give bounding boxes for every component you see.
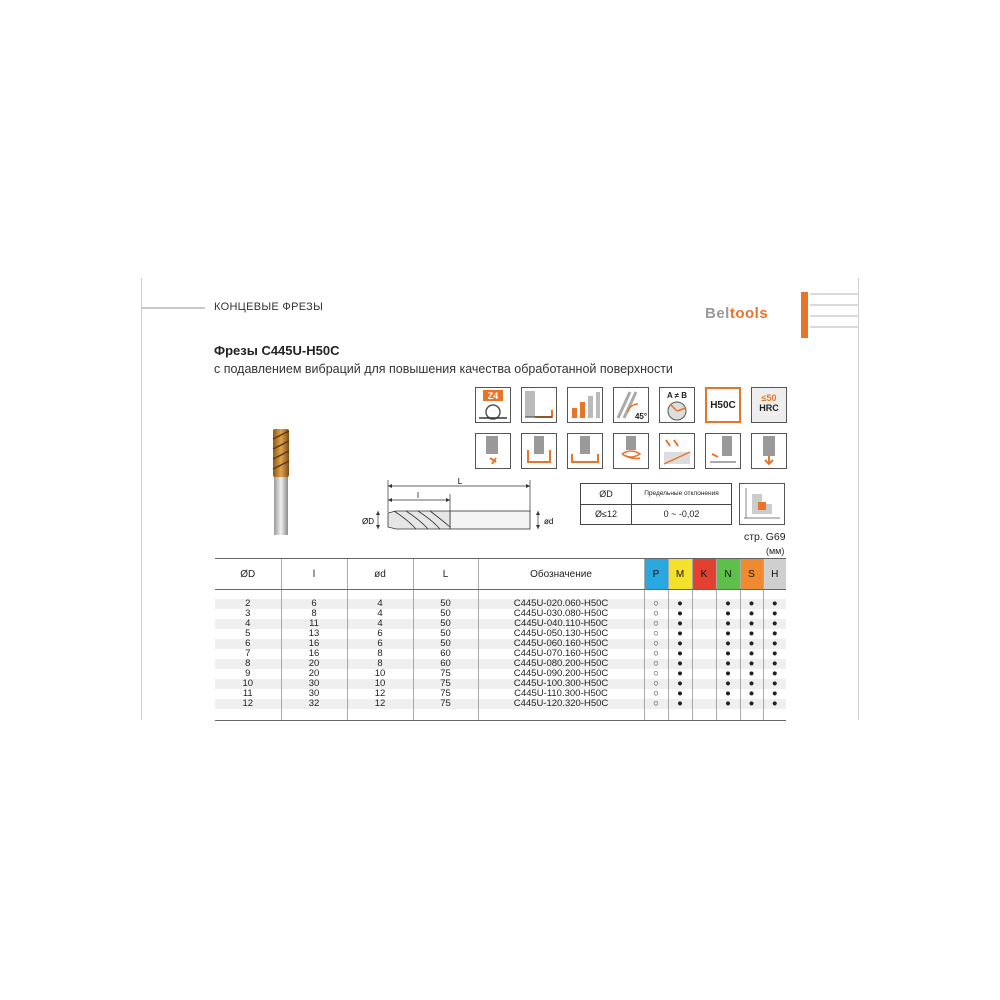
cell-total-length: 50 [413,639,478,649]
cell-l: 16 [281,639,347,649]
cell-material-m: ● [668,659,692,669]
cell-material-n: ● [716,619,740,629]
brand-stripe [810,326,858,328]
cell-material-n: ● [716,679,740,689]
table-row [215,619,786,629]
cell-l: 30 [281,689,347,699]
cell-material-p: ○ [644,619,668,629]
cell-material-s: ● [740,629,763,639]
cell-material-s: ● [740,669,763,679]
cell-material-h: ● [763,659,786,669]
cell-d: 7 [245,648,251,659]
cell-material-s: ● [740,659,763,669]
cell-shank-d: 8 [347,659,413,669]
cell-shank-d: 6 [347,629,413,639]
corner-geometry-icon [521,387,557,423]
cell-shank-d: 6 [347,639,413,649]
cell-material-p: ○ [644,679,668,689]
brand-logo [705,305,768,322]
brand-logo-part-a: Bel [705,305,730,322]
cell-material-m: ● [668,679,692,689]
cell-material-p: ○ [644,599,668,609]
coating-h50c-icon: H50C [705,387,741,423]
cell-shank-d: 4 [347,599,413,609]
col-header-d: ØD [215,559,281,590]
cell-shank-d: 10 [347,679,413,689]
helix-45-icon [613,387,649,423]
cell-d: 3 [245,608,251,619]
cell-shank-d: 8 [347,649,413,659]
cell-material-p: ○ [644,609,668,619]
dim-d-cutting: ØD [362,517,374,526]
pocket-milling-icon [567,433,603,469]
dim-l-flute: l [417,491,419,500]
cell-d: 5 [245,628,251,639]
brand-stripe [810,304,858,306]
table-row [215,629,786,639]
variable-pitch-icon [659,387,695,423]
helical-milling-icon [613,433,649,469]
cell-designation: C445U-030.080-H50C [478,609,644,619]
cell-l: 11 [281,619,347,629]
cell-total-length: 50 [413,619,478,629]
plunge-milling-icon [751,433,787,469]
cell-material-s: ● [740,619,763,629]
cell-d: 2 [215,599,281,609]
cell-shank-d: 10 [347,669,413,679]
cell-material-n: ● [716,699,740,709]
cell-material-p: ○ [644,659,668,669]
page-frame-left [141,278,142,720]
brand-accent-bar [801,292,808,338]
cell-d: 10 [215,679,281,689]
cell-material-s: ● [740,679,763,689]
cell-material-m: ● [668,629,692,639]
cell-material-p: ○ [644,639,668,649]
cell-material-k [692,669,716,679]
material-n-header: N [716,559,740,590]
cell-material-s: ● [740,639,763,649]
cell-material-n: ● [716,669,740,679]
material-p-header: P [644,559,668,590]
page-reference: стр. G69 [744,531,786,543]
page-frame-right [858,278,859,720]
cell-total-length: 50 [413,599,478,609]
cell-material-h: ● [763,649,786,659]
col-header-designation: Обозначение [478,559,644,590]
cell-material-p: ○ [644,629,668,639]
cell-material-m: ● [668,699,692,709]
cell-material-p: ○ [644,699,668,709]
cell-material-k [692,629,716,639]
product-subtitle: с подавлением вибраций для повышения качества обработанной поверхности [214,362,673,376]
cell-material-h: ● [763,679,786,689]
dim-d-shank: ød [544,517,554,526]
material-h-header: H [763,559,786,590]
cell-material-h: ● [763,689,786,699]
cell-material-h: ● [763,599,786,609]
product-table [215,558,786,721]
hrc-value: ≤50 [761,393,777,403]
unit-label: (мм) [766,546,785,556]
spacer-cell [740,709,763,721]
four-flute-z4-icon [475,387,511,423]
spacer-cell [692,709,716,721]
cell-material-p: ○ [644,649,668,659]
col-header-l: l [281,559,347,590]
cell-material-k [692,619,716,629]
cell-designation: C445U-040.110-H50C [478,619,644,629]
cell-shank-d: 4 [347,619,413,629]
cell-material-s: ● [740,609,763,619]
cell-l: 16 [281,649,347,659]
brand-stripe [810,293,858,295]
cell-total-length: 60 [413,649,478,659]
spacer-cell [215,709,281,721]
spacer-cell [281,709,347,721]
table-row [215,679,786,689]
spacer-cell [413,709,478,721]
product-title: Фрезы C445U-H50C [214,343,340,358]
spacer-cell [644,709,668,721]
cell-material-n: ● [716,639,740,649]
cell-designation: C445U-110.300-H50C [478,689,644,699]
table-row [215,609,786,619]
col-header-shank-d: ød [347,559,413,590]
helix-label: 45° [634,412,648,421]
cell-material-n: ● [716,629,740,639]
tol-row-d: Ø≤12 [581,504,632,525]
cell-l: 20 [281,669,347,679]
ramping-icon [659,433,695,469]
spacer-cell [668,709,692,721]
cell-material-m: ● [668,599,692,609]
cell-designation: C445U-050.130-H50C [478,629,644,639]
cell-designation: C445U-080.200-H50C [478,659,644,669]
cell-total-length: 75 [413,689,478,699]
profile-milling-icon [705,433,741,469]
cell-material-p: ○ [644,669,668,679]
cell-designation: C445U-090.200-H50C [478,669,644,679]
slot-milling-icon [521,433,557,469]
cell-l: 20 [281,659,347,669]
cell-material-m: ● [668,689,692,699]
cell-material-h: ● [763,669,786,679]
cell-material-s: ● [740,649,763,659]
table-spacer-row [215,709,786,721]
cell-material-m: ● [668,609,692,619]
tol-header-deviation: Предельные отклонения [632,484,732,505]
section-title: КОНЦЕВЫЕ ФРЕЗЫ [214,301,324,313]
col-header-total-length: L [413,559,478,590]
chip-form-icon [739,483,785,525]
dim-l-total: L [457,477,463,486]
cell-material-n: ● [716,609,740,619]
brand-logo-part-b: tools [729,305,769,322]
cell-total-length: 50 [413,609,478,619]
cell-d: 8 [215,659,281,669]
side-milling-icon [475,433,511,469]
cell-d: 12 [215,699,281,709]
cell-material-s: ● [740,599,763,609]
cell-material-s: ● [740,699,763,709]
cell-material-n: ● [716,599,740,609]
hardness-hrc-icon [751,387,787,423]
cell-material-n: ● [716,659,740,669]
cell-total-length: 60 [413,659,478,669]
cell-total-length: 75 [413,679,478,689]
cell-shank-d: 12 [347,689,413,699]
cell-material-h: ● [763,629,786,639]
cell-material-m: ● [668,639,692,649]
cell-designation: C445U-100.300-H50C [478,679,644,689]
spacer-cell [692,590,716,600]
table-row [215,599,786,609]
cell-l: 13 [281,629,347,639]
cell-designation: C445U-070.160-H50C [478,649,644,659]
cell-material-n: ● [716,689,740,699]
cell-material-h: ● [763,699,786,709]
cell-material-n: ● [716,649,740,659]
table-row [215,639,786,649]
brand-stripe [810,315,858,317]
table-spacer-row [215,590,786,600]
material-s-header: S [740,559,763,590]
spacer-cell [716,709,740,721]
cell-l: 30 [281,679,347,689]
pitch-label: A ≠ B [666,391,688,400]
cell-material-s: ● [740,689,763,699]
cell-material-k [692,599,716,609]
cell-material-k [692,639,716,649]
cell-material-k [692,659,716,669]
cell-material-p: ○ [644,689,668,699]
cell-shank-d: 4 [347,609,413,619]
cell-d: 6 [215,639,281,649]
material-k-header: K [692,559,716,590]
cell-material-h: ● [763,639,786,649]
table-row [215,659,786,669]
cell-material-m: ● [668,669,692,679]
cell-l: 32 [281,699,347,709]
cell-total-length: 50 [413,629,478,639]
tolerance-table [580,483,732,525]
table-row [215,699,786,709]
table-row [215,689,786,699]
cell-material-h: ● [763,609,786,619]
cell-material-h: ● [763,619,786,629]
cell-shank-d: 12 [347,699,413,709]
tol-header-d: ØD [581,484,632,505]
table-row [215,669,786,679]
cell-material-m: ● [668,649,692,659]
spacer-cell [347,709,413,721]
cell-total-length: 75 [413,669,478,679]
dimension-drawing [362,474,562,536]
spacer-cell [763,709,786,721]
section-rule [141,307,205,309]
cell-l: 6 [281,599,347,609]
cell-material-k [692,649,716,659]
cell-designation: C445U-120.320-H50C [478,699,644,709]
cell-designation: C445U-060.160-H50C [478,639,644,649]
cell-d: 4 [215,619,281,629]
end-mill-photo [271,427,291,535]
material-m-header: M [668,559,692,590]
cell-material-k [692,699,716,709]
flute-length-icon [567,387,603,423]
cell-total-length: 75 [413,699,478,709]
z4-label: Z4 [487,391,499,401]
table-row [215,649,786,659]
cell-d: 9 [245,668,251,679]
cell-l: 8 [281,609,347,619]
cell-material-k [692,689,716,699]
cell-material-k [692,679,716,689]
tol-row-deviation: 0 ~ -0,02 [632,504,732,525]
cell-material-m: ● [668,619,692,629]
cell-d: 11 [242,688,253,699]
spacer-cell [478,709,644,721]
cell-designation: C445U-020.060-H50C [478,599,644,609]
hrc-unit: HRC [759,403,779,413]
cell-material-k [692,609,716,619]
